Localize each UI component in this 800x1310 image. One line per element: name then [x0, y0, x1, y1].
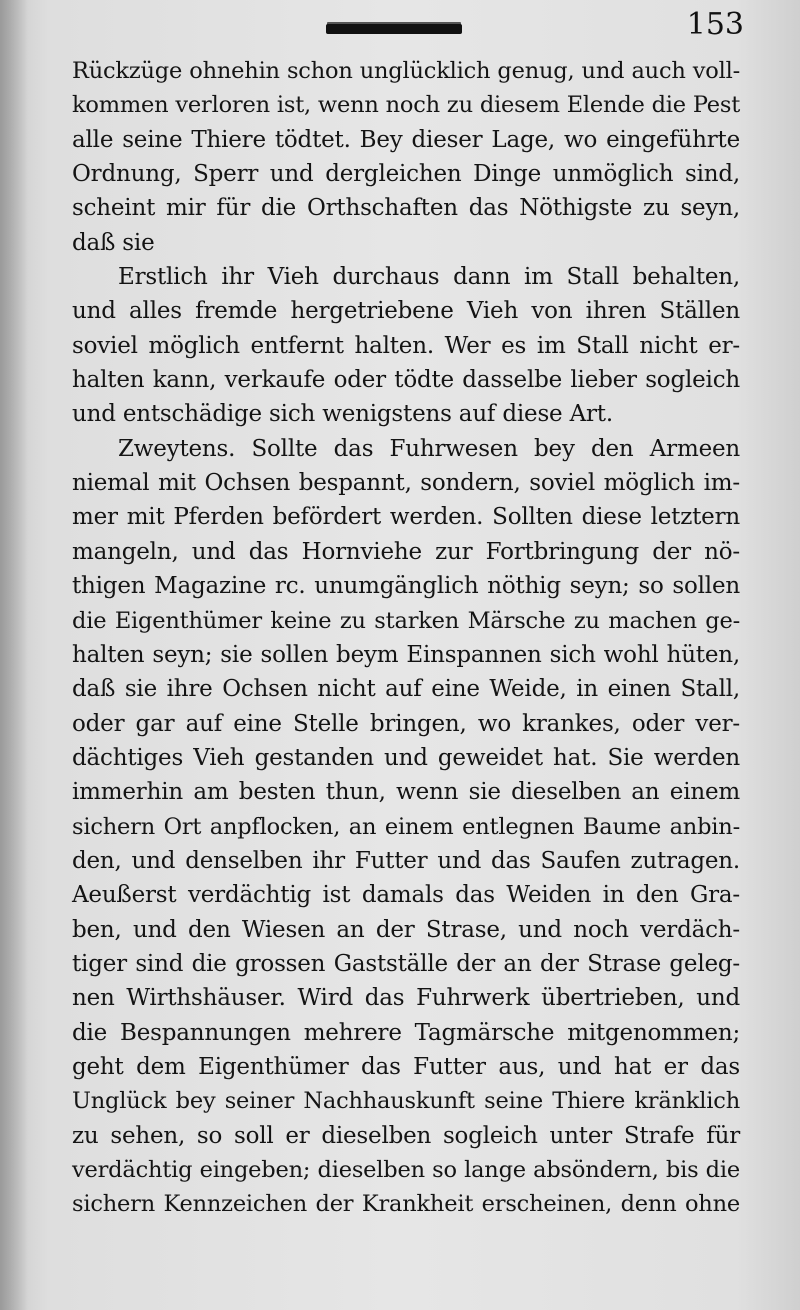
text-line: ben, und den Wiesen an der Strase, und noch verdäch- [72, 916, 740, 943]
text-line: die Bespannungen mehrere Tagmärsche mitgenommen; [72, 1019, 740, 1046]
text-line: halten seyn; sie sollen beym Einspannen sich wohl hüten, [72, 641, 740, 668]
header-rule [326, 24, 462, 34]
text-line: Aeußerst verdächtig ist damals das Weiden in den Gra- [72, 882, 740, 909]
text-line: Ordnung, Sperr und dergleichen Dinge unmöglich sind, [72, 161, 740, 188]
text-line: den, und denselben ihr Futter und das Saufen zutragen. [72, 847, 740, 874]
text-line: tiger sind die grossen Gastställe der an der Strase geleg- [72, 950, 740, 977]
text-line: kommen verloren ist, wenn noch zu diesem Elende die Pest [72, 92, 741, 119]
text-line: mer mit Pferden befördert werden. Sollten diese letztern [72, 504, 740, 531]
text-line: und alles fremde hergetriebene Vieh von ihren Ställen [72, 298, 740, 325]
paragraph-start-line: Zweytens. Sollte das Fuhrwesen bey den Armeen [118, 435, 740, 462]
text-line: die Eigenthümer keine zu starken Märsche zu machen ge- [72, 607, 740, 634]
text-line: oder gar auf eine Stelle bringen, wo krankes, oder ver- [72, 710, 740, 737]
page-number: 153 [686, 7, 744, 42]
text-line: alle seine Thiere tödtet. Bey dieser Lage, wo eingeführte [72, 126, 740, 153]
text-line: sichern Kennzeichen der Krankheit erscheinen, denn ohne [72, 1191, 740, 1218]
text-line: mangeln, und das Hornviehe zur Fortbringung der nö- [72, 538, 740, 565]
text-line: soviel möglich entfernt halten. Wer es im Stall nicht er- [72, 332, 740, 359]
text-line: geht dem Eigenthümer das Futter aus, und hat er das [72, 1053, 740, 1080]
paragraph-start-line: Erstlich ihr Vieh durchaus dann im Stall behalten, [118, 264, 740, 291]
text-line: verdächtig eingeben; dieselben so lange absöndern, bis die [72, 1157, 740, 1183]
text-line: Rückzüge ohnehin schon unglücklich genug, und auch voll- [72, 58, 740, 84]
text-line: thigen Magazine rc. unumgänglich nöthig seyn; so sollen [72, 573, 740, 600]
page-gutter-shadow [0, 0, 28, 1310]
text-line: dächtiges Vieh gestanden und geweidet hat. Sie werden [72, 744, 740, 771]
text-line: niemal mit Ochsen bespannt, sondern, soviel möglich im- [72, 470, 740, 497]
text-line: nen Wirthshäuser. Wird das Fuhrwerk übertrieben, und [72, 985, 740, 1012]
text-line: halten kann, verkaufe oder tödte dasselbe lieber sogleich [72, 367, 740, 394]
text-line: Unglück bey seiner Nachhauskunft seine Thiere kränklich [72, 1088, 740, 1115]
text-line: daß sie ihre Ochsen nicht auf eine Weide, in einen Stall, [72, 676, 740, 703]
text-line: sichern Ort anpflocken, an einem entlegnen Baume anbin- [72, 813, 740, 840]
body-text [72, 54, 740, 1222]
text-line: scheint mir für die Orthschaften das Nöthigste zu seyn, [72, 195, 740, 222]
text-line: daß sie [72, 229, 155, 256]
text-line: zu sehen, so soll er dieselben sogleich unter Strafe für [72, 1122, 740, 1149]
text-line: immerhin am besten thun, wenn sie dieselben an einem [72, 779, 740, 806]
text-line: und entschädige sich wenigstens auf diese Art. [72, 401, 613, 428]
